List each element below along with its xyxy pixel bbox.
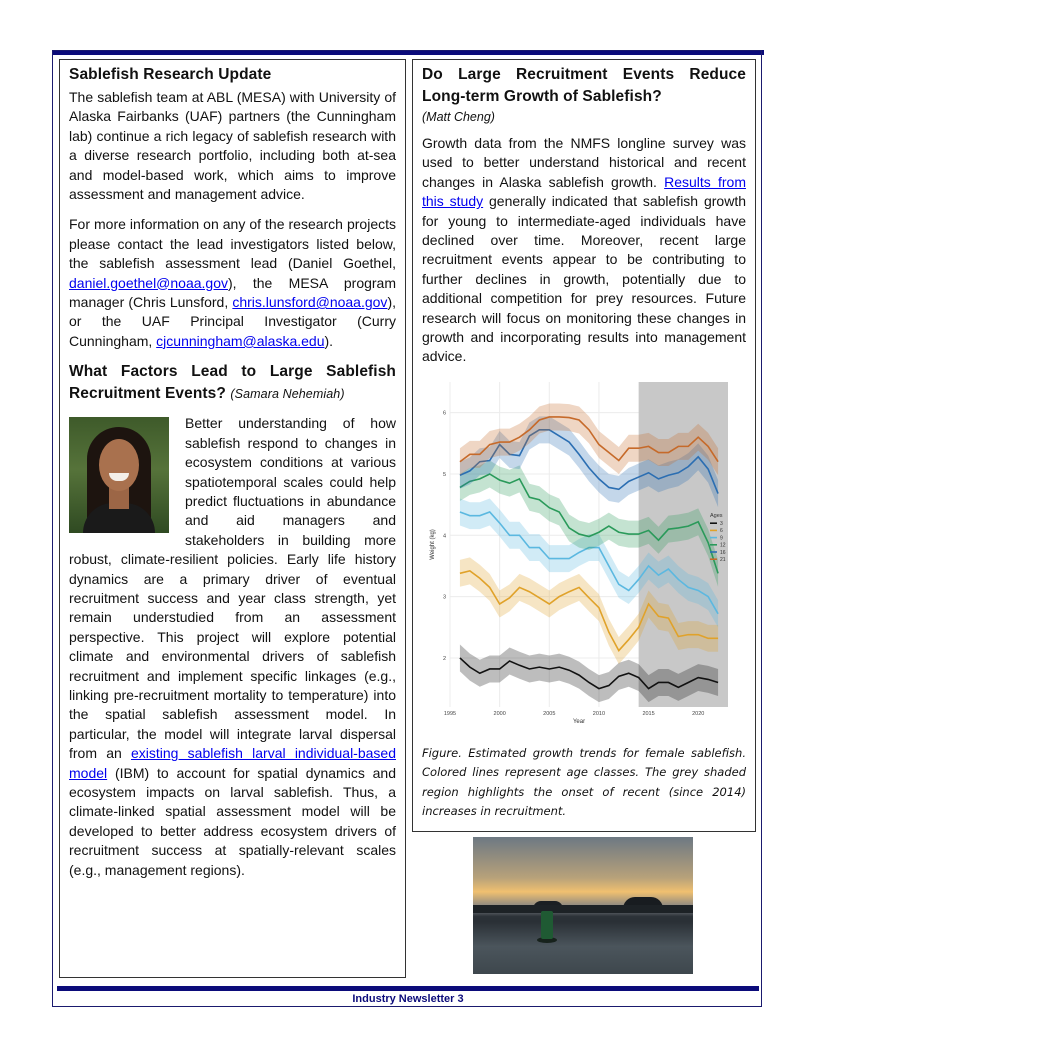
contact-paragraph: For more information on any of the research projects please contact the lead investigators listed below, the sablefish assessment lead (Daniel Goethel, daniel.goethel@noaa.gov), the MESA program manager (Chris Lunsford, chris.lunsford@noaa.gov), or the UAF Principal Investigator (Curry Cunningham, cjcunningham@alaska.edu). [69,216,396,349]
x-tick-label: 2015 [642,710,655,717]
y-tick-label: 4 [442,533,446,540]
right-column [412,59,756,832]
y-tick-label: 3 [442,594,446,601]
x-tick-label: 2000 [493,710,506,717]
recruitment-subtitle: What Factors Lead to Large Sablefish Recruitment Events? (Samara Nehemiah) [69,363,396,403]
sunset-photo [473,837,693,974]
recruitment-paragraph: Better understanding of how sablefish respond to changes in ecosystem conditions at various spatiotemporal scales could help predict fluctuations in abundance and aid managers and stakeholders in building more robust, climate-resilient policies. Early life history dynamics are a primary driver of eventual recruitment success and year class strength, yet remain understudied from an assessment perspective. This project will explore potential climate and environmental drivers of sablefish recruitment and implement specific linkages (e.g., linking pre-recruitment mortality to temperature) into the spatial sablefish assessment model. In particular, the model will integrate larval dispersal from an existing sablefish larval individual-based model (IBM) to account for spatial dynamics and ecosystem impacts on larval sablefish. Thus, a climate-linked spatial assessment model will be developed to better address ecosystem drivers of recruitment success at spatially-relevant scales (e.g., management regions). [69,415,396,878]
y-tick-label: 5 [442,471,446,478]
growth-chart-svg [422,377,746,739]
left-column [59,59,406,978]
email-link-goethel[interactable]: daniel.goethel@noaa.gov [69,274,229,291]
legend-label-age-6: 6 [720,528,723,535]
y-tick-label: 2 [442,655,446,662]
y-axis-label: Weight (kg) [430,529,436,560]
x-tick-label: 2020 [692,710,705,717]
legend-label-age-16: 16 [720,549,726,556]
author-cheng: (Matt Cheng) [422,110,495,124]
email-link-cunningham[interactable]: cjcunningham@alaska.edu [156,332,325,349]
bottom-rule [57,986,759,991]
x-tick-label: 2005 [543,710,556,717]
portrait-photo [69,417,169,533]
x-axis-label: Year [572,718,586,725]
growth-paragraph: Growth data from the NMFS longline survey was used to better understand historical and recent changes in Alaska sablefish growth. Results from this study generally indicated that sablefish growth for young to intermediate-aged individuals have declined over time. Moreover, recent large recruitment events appear to be contributing to further declines in growth, potentially due to additional competition for prey resources. Future research will focus on monitoring these changes in growth and incorporating results into management advice. [422,135,746,365]
x-tick-label: 2010 [592,710,606,717]
section-title: Sablefish Research Update [69,66,272,83]
ibm-model-link[interactable]: existing sablefish larval individual-based model [69,745,396,781]
author-nehemiah: (Samara Nehemiah) [230,387,345,402]
growth-chart [422,377,746,744]
legend-label-age-12: 12 [720,542,726,549]
intro-paragraph: The sablefish team at ABL (MESA) with University of Alaska Fairbanks (UAF) partners (the Cunningham lab) continue a rich legacy of sablefish research with a diverse research portfolio, including both at-sea and model-based work, which aims to improve assessment and management advice. [69,89,396,203]
page-footer: Industry Newsletter 3 [352,993,464,1005]
study-link[interactable]: Results from this study [422,173,746,210]
legend-title: Ages [710,512,723,519]
x-tick-label: 1995 [443,710,457,717]
y-tick-label: 6 [442,410,446,417]
legend-label-age-3: 3 [720,520,723,527]
legend-label-age-21: 21 [720,556,726,563]
email-link-lunsford[interactable]: chris.lunsford@noaa.gov [232,294,388,311]
growth-title: Do Large Recruitment Events Reduce Long-term Growth of Sablefish? [422,66,746,105]
figure-caption: Figure. Estimated growth trends for female sablefish. Colored lines represent age classes. The grey shaded region highlights the onset of recent (since 2014) increases in recruitment. [422,745,746,819]
legend-label-age-9: 9 [720,535,723,542]
